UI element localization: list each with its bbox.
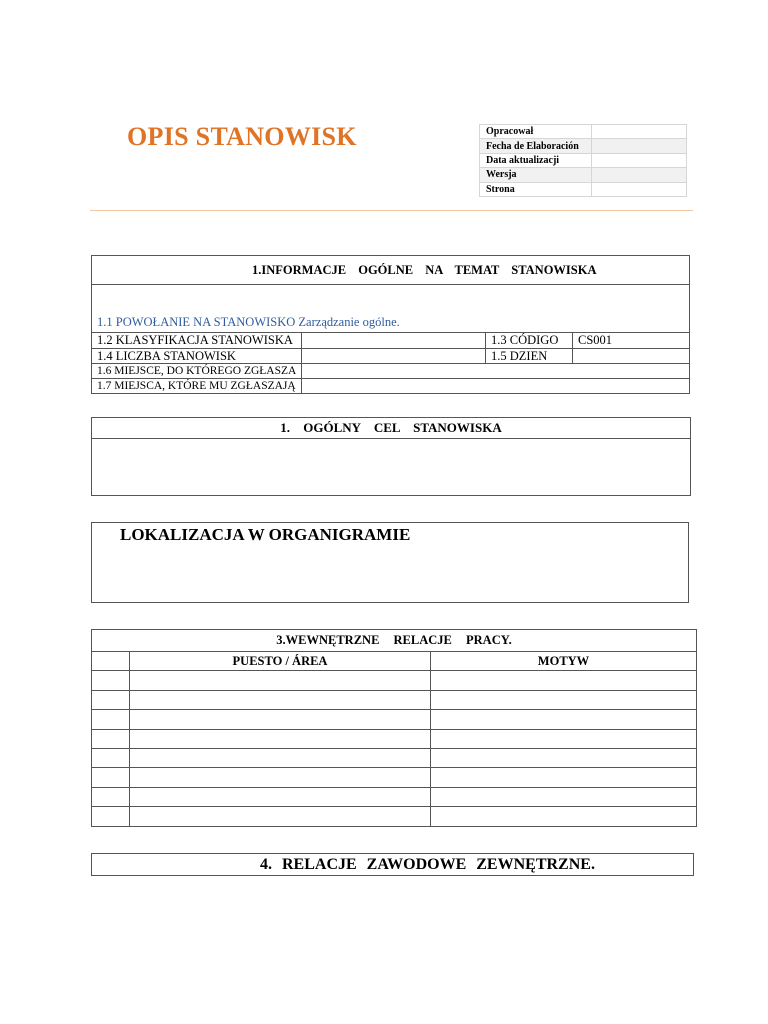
row-reason[interactable]: [431, 748, 697, 767]
row-reason[interactable]: [431, 710, 697, 729]
row-reason[interactable]: [431, 787, 697, 806]
table-row: [92, 729, 697, 748]
appointment-row: [92, 285, 690, 333]
row-reason[interactable]: [431, 729, 697, 748]
row-reason[interactable]: [431, 768, 697, 787]
general-info-table: [91, 255, 690, 394]
general-purpose-content[interactable]: [92, 439, 690, 496]
meta-value[interactable]: [592, 153, 687, 167]
table-row: [92, 748, 697, 767]
meta-row: [480, 139, 687, 153]
reported-by-label: 1.7 MIEJSCA, KTÓRE MU ZGŁASZAJĄ: [92, 379, 302, 394]
meta-label: Opracował: [480, 125, 592, 139]
table-row: [92, 671, 697, 690]
appointment-label: 1.1 POWOŁANIE NA STANOWISKO: [97, 315, 296, 329]
count-label: 1.4 LICZBA STANOWISK: [92, 349, 302, 364]
meta-label: Wersja: [480, 168, 592, 182]
row-reason[interactable]: [431, 671, 697, 690]
meta-value[interactable]: [592, 139, 687, 153]
general-purpose-box: [91, 417, 691, 496]
table-row: [92, 787, 697, 806]
external-relations-box: [91, 853, 694, 876]
document-meta-table: [479, 124, 687, 197]
organigram-heading: LOKALIZACJA W ORGANIGRAMIE: [120, 525, 411, 544]
external-relations-heading: 4. RELACJE ZAWODOWE ZEWNĘTRZNE.: [260, 856, 595, 873]
column-header-reason: MOTYW: [431, 652, 697, 671]
row-position[interactable]: [130, 787, 431, 806]
meta-value[interactable]: [592, 182, 687, 196]
column-header-number: [92, 652, 130, 671]
reports-to-value[interactable]: [302, 364, 690, 379]
meta-label: Strona: [480, 182, 592, 196]
code-value[interactable]: CS001: [573, 333, 690, 349]
row-position[interactable]: [130, 729, 431, 748]
day-label: 1.5 DZIEN: [486, 349, 573, 364]
row-reason[interactable]: [431, 690, 697, 709]
classification-label: 1.2 KLASYFIKACJA STANOWISKA: [92, 333, 302, 349]
meta-row: [480, 182, 687, 196]
row-position[interactable]: [130, 748, 431, 767]
document-title: OPIS STANOWISK: [127, 122, 357, 151]
meta-label: Data aktualizacji: [480, 153, 592, 167]
header-divider: [90, 210, 693, 211]
meta-value[interactable]: [592, 125, 687, 139]
meta-value[interactable]: [592, 168, 687, 182]
meta-label: Fecha de Elaboración: [480, 139, 592, 153]
row-number[interactable]: [92, 748, 130, 767]
column-header-position: PUESTO / ÁREA: [130, 652, 431, 671]
table-row: [92, 710, 697, 729]
reported-by-value[interactable]: [302, 379, 690, 394]
general-info-heading: 1.INFORMACJE OGÓLNE NA TEMAT STANOWISKA: [92, 256, 690, 285]
row-position[interactable]: [130, 768, 431, 787]
row-position[interactable]: [130, 710, 431, 729]
general-purpose-heading: 1. OGÓLNY CEL STANOWISKA: [92, 418, 690, 439]
row-number[interactable]: [92, 671, 130, 690]
row-number[interactable]: [92, 690, 130, 709]
table-row: [92, 768, 697, 787]
reports-to-label: 1.6 MIEJSCE, DO KTÓREGO ZGŁASZA: [92, 364, 302, 379]
internal-relations-heading: 3.WEWNĘTRZNE RELACJE PRACY.: [92, 630, 697, 652]
row-number[interactable]: [92, 729, 130, 748]
table-row: [92, 690, 697, 709]
row-position[interactable]: [130, 690, 431, 709]
internal-relations-table: [91, 629, 697, 827]
organigram-box: [91, 522, 689, 603]
meta-row: [480, 125, 687, 139]
code-label: 1.3 CÓDIGO: [486, 333, 573, 349]
classification-value[interactable]: [302, 333, 486, 349]
meta-row: [480, 168, 687, 182]
appointment-value[interactable]: Zarządzanie ogólne.: [298, 315, 400, 329]
meta-row: [480, 153, 687, 167]
row-position[interactable]: [130, 671, 431, 690]
row-position[interactable]: [130, 807, 431, 826]
row-reason[interactable]: [431, 807, 697, 826]
table-row: [92, 807, 697, 826]
day-value[interactable]: [573, 349, 690, 364]
row-number[interactable]: [92, 710, 130, 729]
row-number[interactable]: [92, 768, 130, 787]
row-number[interactable]: [92, 807, 130, 826]
row-number[interactable]: [92, 787, 130, 806]
count-value[interactable]: [302, 349, 486, 364]
